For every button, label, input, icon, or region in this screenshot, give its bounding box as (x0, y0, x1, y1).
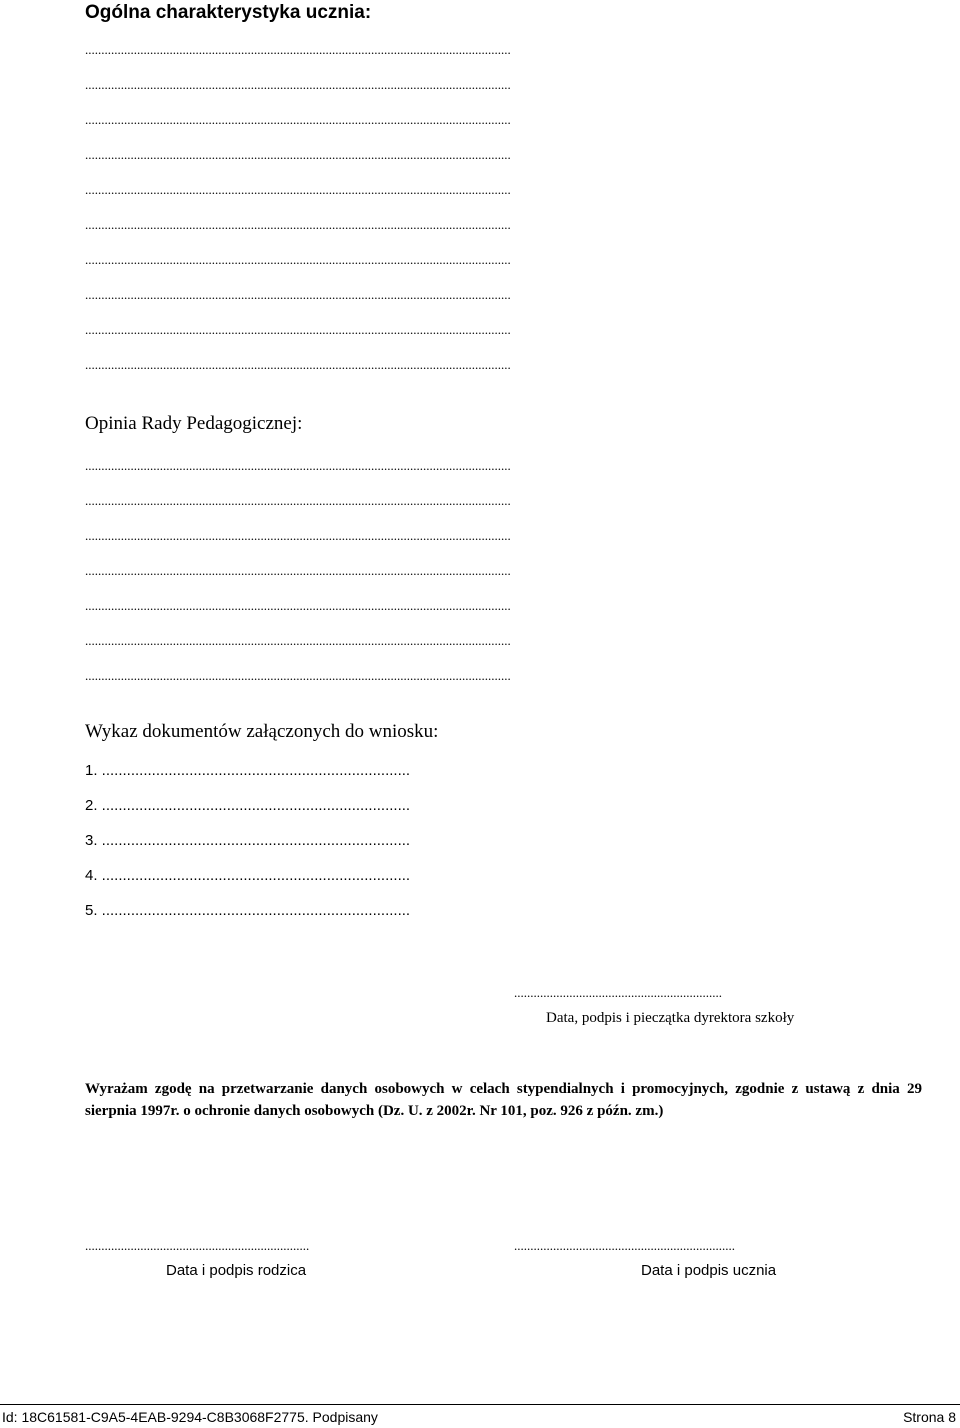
page-number: Strona 8 (903, 1409, 956, 1425)
attachment-item: 4. .......................................................................... (85, 867, 411, 884)
student-signature-line[interactable]: .................................................................... (514, 1238, 735, 1253)
attachments-heading: Wykaz dokumentów załączonych do wniosku: (85, 721, 439, 742)
student-signature-caption: Data i podpis ucznia (641, 1262, 777, 1279)
director-signature-line[interactable]: ................................................................ (514, 985, 722, 1000)
dotted-line: ................................................................................................................................... (85, 563, 511, 578)
characteristics-lines[interactable] (85, 32, 918, 382)
attachment-item: 3. .......................................................................... (85, 832, 411, 849)
dotted-line: ................................................................................................................................... (85, 322, 511, 337)
characteristics-heading: Ogólna charakterystyka ucznia: (85, 2, 372, 23)
dotted-line: ................................................................................................................................... (85, 633, 511, 648)
dotted-line: ................................................................................................................................... (85, 528, 511, 543)
director-signature-caption: Data, podpis i pieczątka dyrektora szkoły (546, 1010, 795, 1026)
parent-signature-caption: Data i podpis rodzica (166, 1262, 307, 1279)
dotted-line: ................................................................................................................................... (85, 147, 511, 162)
document-id: Id: 18C61581-C9A5-4EAB-9294-C8B3068F2775. Podpisany (2, 1409, 378, 1425)
dotted-line: ................................................................................................................................... (85, 252, 511, 267)
attachment-item: 5. .......................................................................... (85, 902, 411, 919)
attachment-item: 2. .......................................................................... (85, 797, 411, 814)
dotted-line: ................................................................................................................................... (85, 42, 511, 57)
dotted-line: ................................................................................................................................... (85, 458, 511, 473)
footer-rule (0, 1404, 960, 1405)
consent-statement: Wyrażam zgodę na przetwarzanie danych osobowych w celach stypendialnych i promocyjnych, zgodnie z ustawą z dnia 29 sierpnia 1997r. o ochronie danych osobowych (Dz. U. z 2002r. Nr 101, poz. 926 z późn. zm.) (85, 1081, 922, 1119)
dotted-line: ................................................................................................................................... (85, 217, 511, 232)
dotted-line: ................................................................................................................................... (85, 668, 511, 683)
dotted-line: ................................................................................................................................... (85, 112, 511, 127)
dotted-line: ................................................................................................................................... (85, 357, 511, 372)
attachments-list[interactable] (85, 753, 545, 928)
dotted-line: ................................................................................................................................... (85, 287, 511, 302)
parent-signature-line[interactable]: ..................................................................... (85, 1238, 310, 1253)
council-opinion-lines[interactable] (85, 448, 918, 693)
dotted-line: ................................................................................................................................... (85, 182, 511, 197)
dotted-line: ................................................................................................................................... (85, 77, 511, 92)
dotted-line: ................................................................................................................................... (85, 598, 511, 613)
dotted-line: ................................................................................................................................... (85, 493, 511, 508)
council-opinion-heading: Opinia Rady Pedagogicznej: (85, 413, 303, 434)
attachment-item: 1. .......................................................................... (85, 762, 411, 779)
